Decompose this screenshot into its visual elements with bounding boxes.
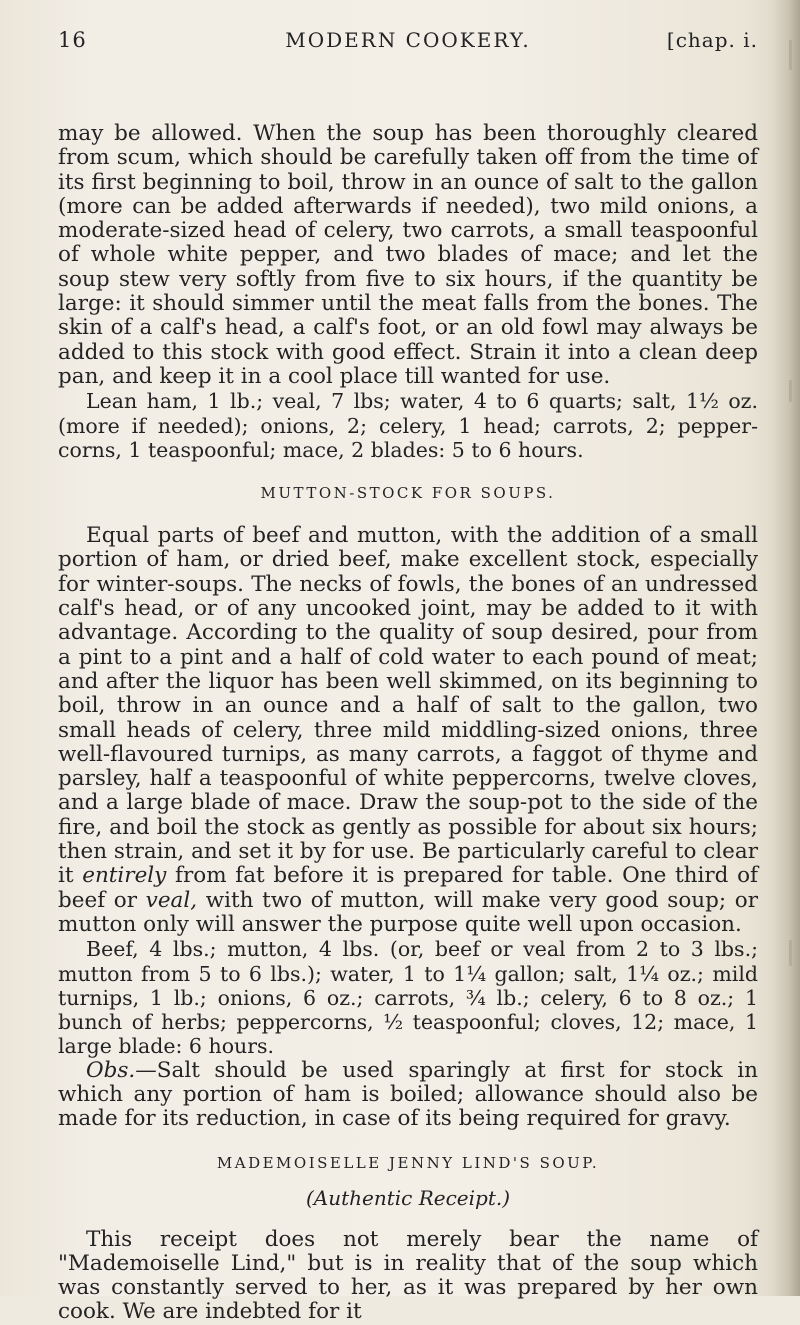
obs-label: Obs. (86, 1057, 136, 1083)
obs-text: —Salt should be used sparingly at first for stock in which any portion of ham is boiled; allowance should also be made for its reduction, in case of its being required for gravy. (58, 1057, 758, 1132)
paragraph: may be allowed. When the soup has been thoroughly cleared from scum, which should be carefully taken off from the time of its first beginning to boil, throw in an ounce of salt to the gallon (more can be added afterwards if needed), two mild onions, a moderate-sized head of celery, two carrots, a small teaspoonful of whole white pepper, and two blades of mace; and let the soup stew very softly from five to six hours, if the quantity be large: it should simmer until the meat falls from the bones. The skin of a calf's head, a calf's foot, or an old fowl may always be added to this stock with good effect. Strain it into a clean deep pan, and keep it in a cool place till wanted for use. (58, 121, 758, 389)
running-header (58, 28, 758, 68)
section-subheading: (Authentic Receipt.) (305, 1185, 511, 1210)
page-body (58, 122, 758, 1325)
page-edge-mark (789, 380, 792, 402)
emphasis-text: entirely (82, 863, 167, 889)
section-heading: MUTTON-STOCK FOR SOUPS. (260, 484, 556, 503)
paragraph-text: from fat before it is prepared for table. One third of beef or (58, 863, 759, 913)
page-edge-mark (789, 940, 792, 966)
emphasis-text: veal, (145, 887, 198, 913)
observation-note (58, 1059, 758, 1132)
section-heading: MADEMOISELLE JENNY LIND'S SOUP. (216, 1153, 600, 1172)
paragraph (58, 524, 758, 937)
paragraph: This receipt does not merely bear the name of "Mademoiselle Lind," but is in reality that of the soup which was constantly served to her, as it was prepared by her own cook. We are indebted for it (58, 1226, 758, 1325)
page-number: 16 (58, 28, 87, 52)
running-title: MODERN COOKERY. (285, 28, 531, 52)
ingredients-list: Lean ham, 1 lb.; veal, 7 lbs; water, 4 to 6 quarts; salt, 1½ oz. (more if needed); onions, 2; celery, 1 head; carrots, 2; pepper-corns, 1 teaspoonful; mace, 2 blades: 5 to 6 hours. (58, 389, 758, 462)
ingredients-list: Beef, 4 lbs.; mutton, 4 lbs. (or, beef or veal from 2 to 3 lbs.; mutton from 5 to 6 lbs.); water, 1 to 1¼ gallon; salt, 1¼ oz.; mild turnips, 1 lb.; onions, 6 oz.; carrots, ¾ lb.; celery, 6 to 8 oz.; 1 bunch of herbs; peppercorns, ½ teaspoonful; cloves, 12; mace, 1 large blade: 6 hours. (58, 937, 758, 1059)
chapter-label: [chap. i. (666, 28, 758, 52)
paragraph-text: Equal parts of beef and mutton, with the addition of a small portion of ham, or dried beef, make excellent stock, especially for winter-soups. The necks of fowls, the bones of an undressed calf's head, or of any uncooked joint, may be added to it with advantage. According to the quality of soup desired, pour from a pint to a pint and a half of cold water to each pound of meat; and after the liquor has been well skimmed, on its beginning to boil, throw in an ounce and a half of salt to the gallon, two small heads of celery, three mild middling-sized onions, three well-flavoured turnips, as many carrots, a faggot of thyme and parsley, half a teaspoonful of white peppercorns, twelve cloves, and a large blade of mace. Draw the soup-pot to the side of the fire, and boil the stock as gently as possible for about six hours; then strain, and set it by for use. Be particularly careful to clear it (58, 523, 758, 889)
page-content (58, 28, 758, 1325)
paragraph-text: with two of mutton, will make very good soup; or mutton only will answer the purpose quite well upon occasion. (58, 887, 758, 937)
page-edge-mark (789, 40, 792, 70)
page-edge-shadow (772, 0, 800, 1296)
